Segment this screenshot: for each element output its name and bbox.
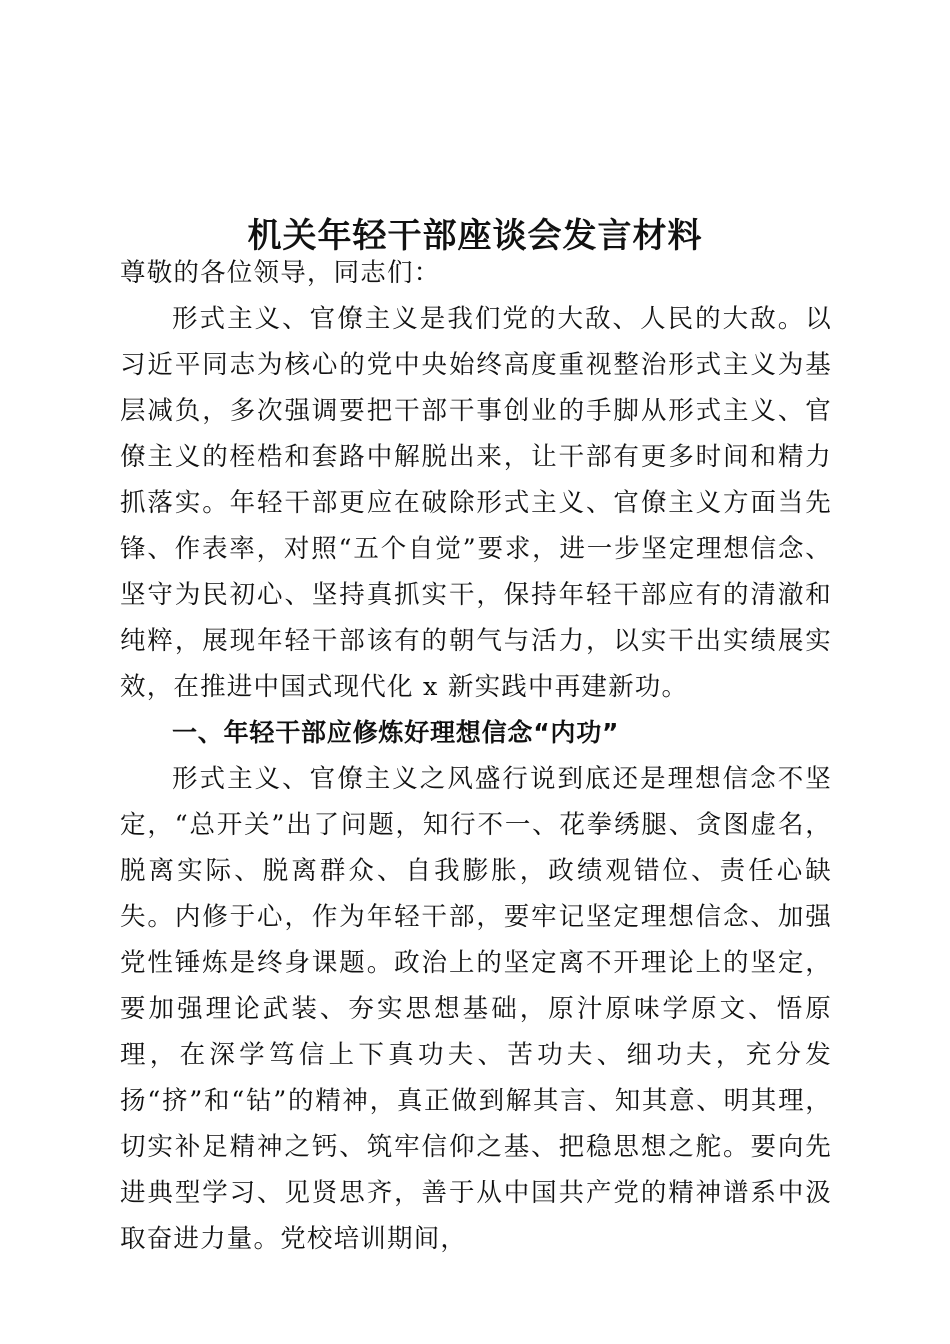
section-heading-1: 一、年轻干部应修炼好理想信念“内功” xyxy=(172,718,620,747)
document-body xyxy=(120,250,832,1262)
greeting: 尊敬的各位领导，同志们： xyxy=(120,258,441,288)
paragraph-1: 形式主义、官僚主义是我们党的大敌、人民的大敌。以习近平同志为核心的党中央始终高度重视整治形式主义为基层减负，多次强调要把干部干事创业的手脚从形式主义、官僚主义的桎梏和套路中解脱出来，让干部有更多时间和精力抓落实。年轻干部更应在破除形式主义、官僚主义方面当先锋、作表率，对照“五个自觉”要求，进一步坚定理想信念、坚守为民初心、坚持真抓实干，保持年轻干部应有的清澈和纯粹，展现年轻干部该有的朝气与活力，以实干出实绩展实效，在推进中国式现代化 x 新实践中再建新功。 xyxy=(120,304,832,702)
paragraph-2: 形式主义、官僚主义之风盛行说到底还是理想信念不坚定，“总开关”出了问题，知行不一、花拳绣腿、贪图虚名，脱离实际、脱离群众、自我膨胀，政绩观错位、责任心缺失。内修于心，作为年轻干部，要牢记坚定理想信念、加强党性锤炼是终身课题。政治上的坚定离不开理论上的坚定，要加强理论武装、夯实思想基础，原汁原味学原文、悟原理，在深学笃信上下真功夫、苦功夫、细功夫，充分发扬“挤”和“钻”的精神，真正做到解其言、知其意、明其理，切实补足精神之钙、筑牢信仰之基、把稳思想之舵。要向先进典型学习、见贤思齐，善于从中国共产党的精神谱系中汲取奋进力量。党校培训期间， xyxy=(120,764,832,1254)
document-title: 机关年轻干部座谈会发言材料 xyxy=(247,216,703,256)
